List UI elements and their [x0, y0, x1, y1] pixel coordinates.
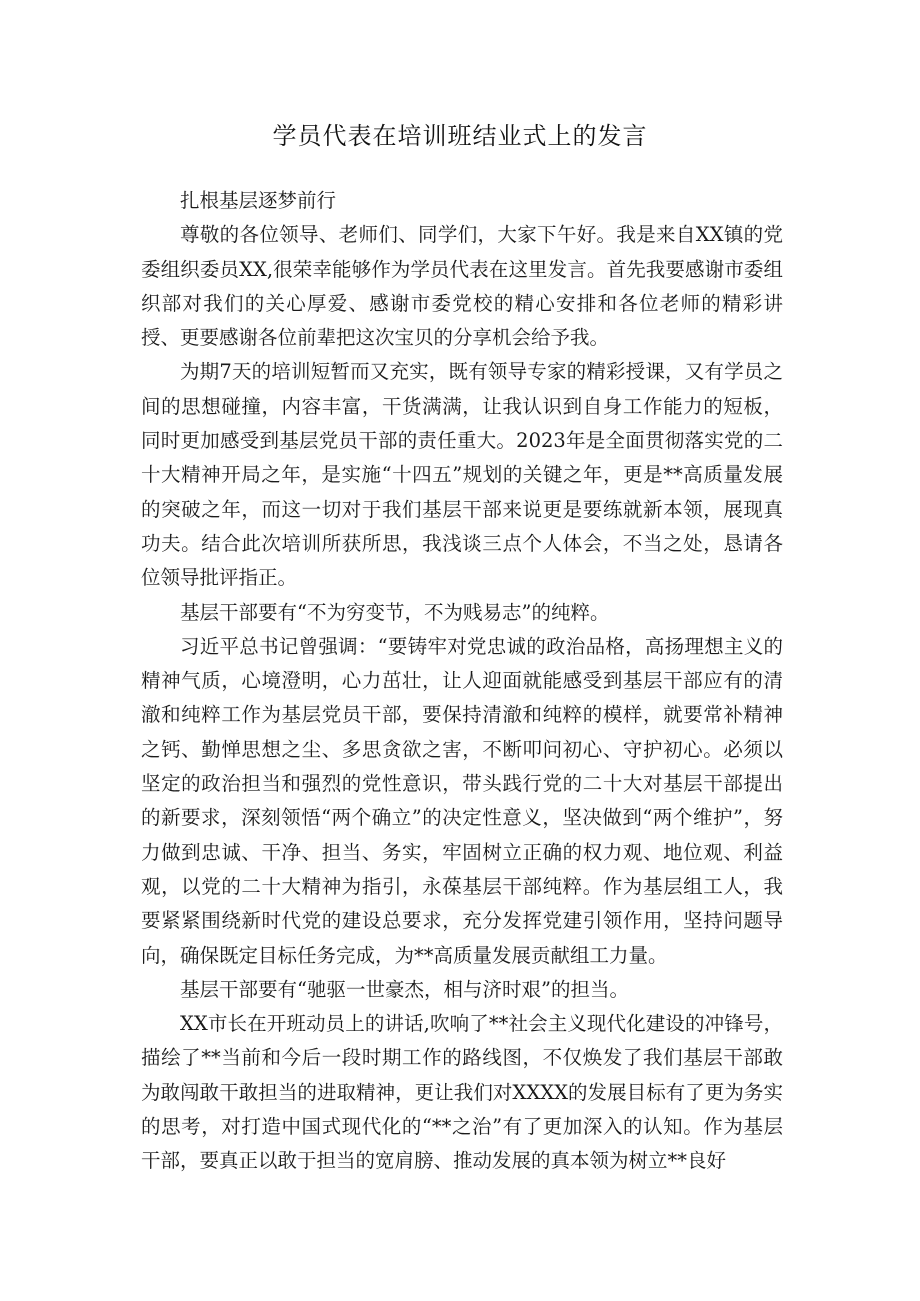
section-heading-2: 基层干部要有“驰驱一世豪杰，相与济时艰”的担当。 [180, 977, 629, 1001]
intro-paragraph: 为期7天的培训短暂而又充实，既有领导专家的精彩授课，又有学员之间的思想碰撞，内容丰富，干货满满，让我认识到自身工作能力的短板，同时更加感受到基层党员干部的责任重大。2023年是全面贯彻落实党的二十大精神开局之年，是实施“十四五”规划的关键之年，更是**高质量发展的突破之年，而这一切对于我们基层干部来说更是要练就新本领，展现真功夫。结合此次培训所获所思，我浅谈三点个人体会，不当之处，恳请各位领导批评指正。 [141, 360, 783, 590]
section-heading-1: 基层干部要有“不为穷变节，不为贱易志”的纯粹。 [180, 600, 610, 624]
subtitle-paragraph: 扎根基层逐梦前行 [180, 189, 337, 212]
document-title: 学员代表在培训班结业式上的发言 [272, 122, 648, 150]
section-paragraph-2: XX市长在开班动员上的讲话,吹响了**社会主义现代化建设的冲锋号，描绘了**当前和今后一段时期工作的路线图，不仅焕发了我们基层干部敢为敢闯敢干敢担当的进取精神，更让我们对XXXX的发展目标有了更为务实的思考，对打造中国式现代化的“**之治”有了更加深入的认知。作为基层干部，要真正以敢于担当的宽肩膀、推动发展的真本领为树立**良好 [141, 1012, 783, 1173]
section-paragraph-1: 习近平总书记曾强调：“要铸牢对党忠诚的政治品格，高扬理想主义的精神气质，心境澄明，心力茁壮，让人迎面就能感受到基层干部应有的清澈和纯粹工作为基层党员干部，要保持清澈和纯粹的模样，就要常补精神之钙、勤惮思想之尘、多思贪欲之害，不断叩问初心、守护初心。必须以坚定的政治担当和强烈的党性意识，带头践行党的二十大对基层干部提出的新要求，深刻领悟“两个确立”的决定性意义，坚决做到“两个维护”，努力做到忠诚、干净、担当、务实，牢固树立正确的权力观、地位观、利益观，以党的二十大精神为指引，永葆基层干部纯粹。作为基层组工人，我要紧紧围绕新时代党的建设总要求，充分发挥党建引领作用，坚持问题导向，确保既定目标任务完成，为**高质量发展贡献组工力量。 [141, 634, 783, 967]
greeting-paragraph: 尊敬的各位领导、老师们、同学们，大家下午好。我是来自XX镇的党委组织委员XX,很荣幸能够作为学员代表在这里发言。首先我要感谢市委组织部对我们的关心厚爱、感谢市委党校的精心安排和各位老师的精彩讲授、更要感谢各位前辈把这次宝贝的分享机会给予我。 [141, 223, 783, 350]
document-body [141, 184, 783, 1179]
